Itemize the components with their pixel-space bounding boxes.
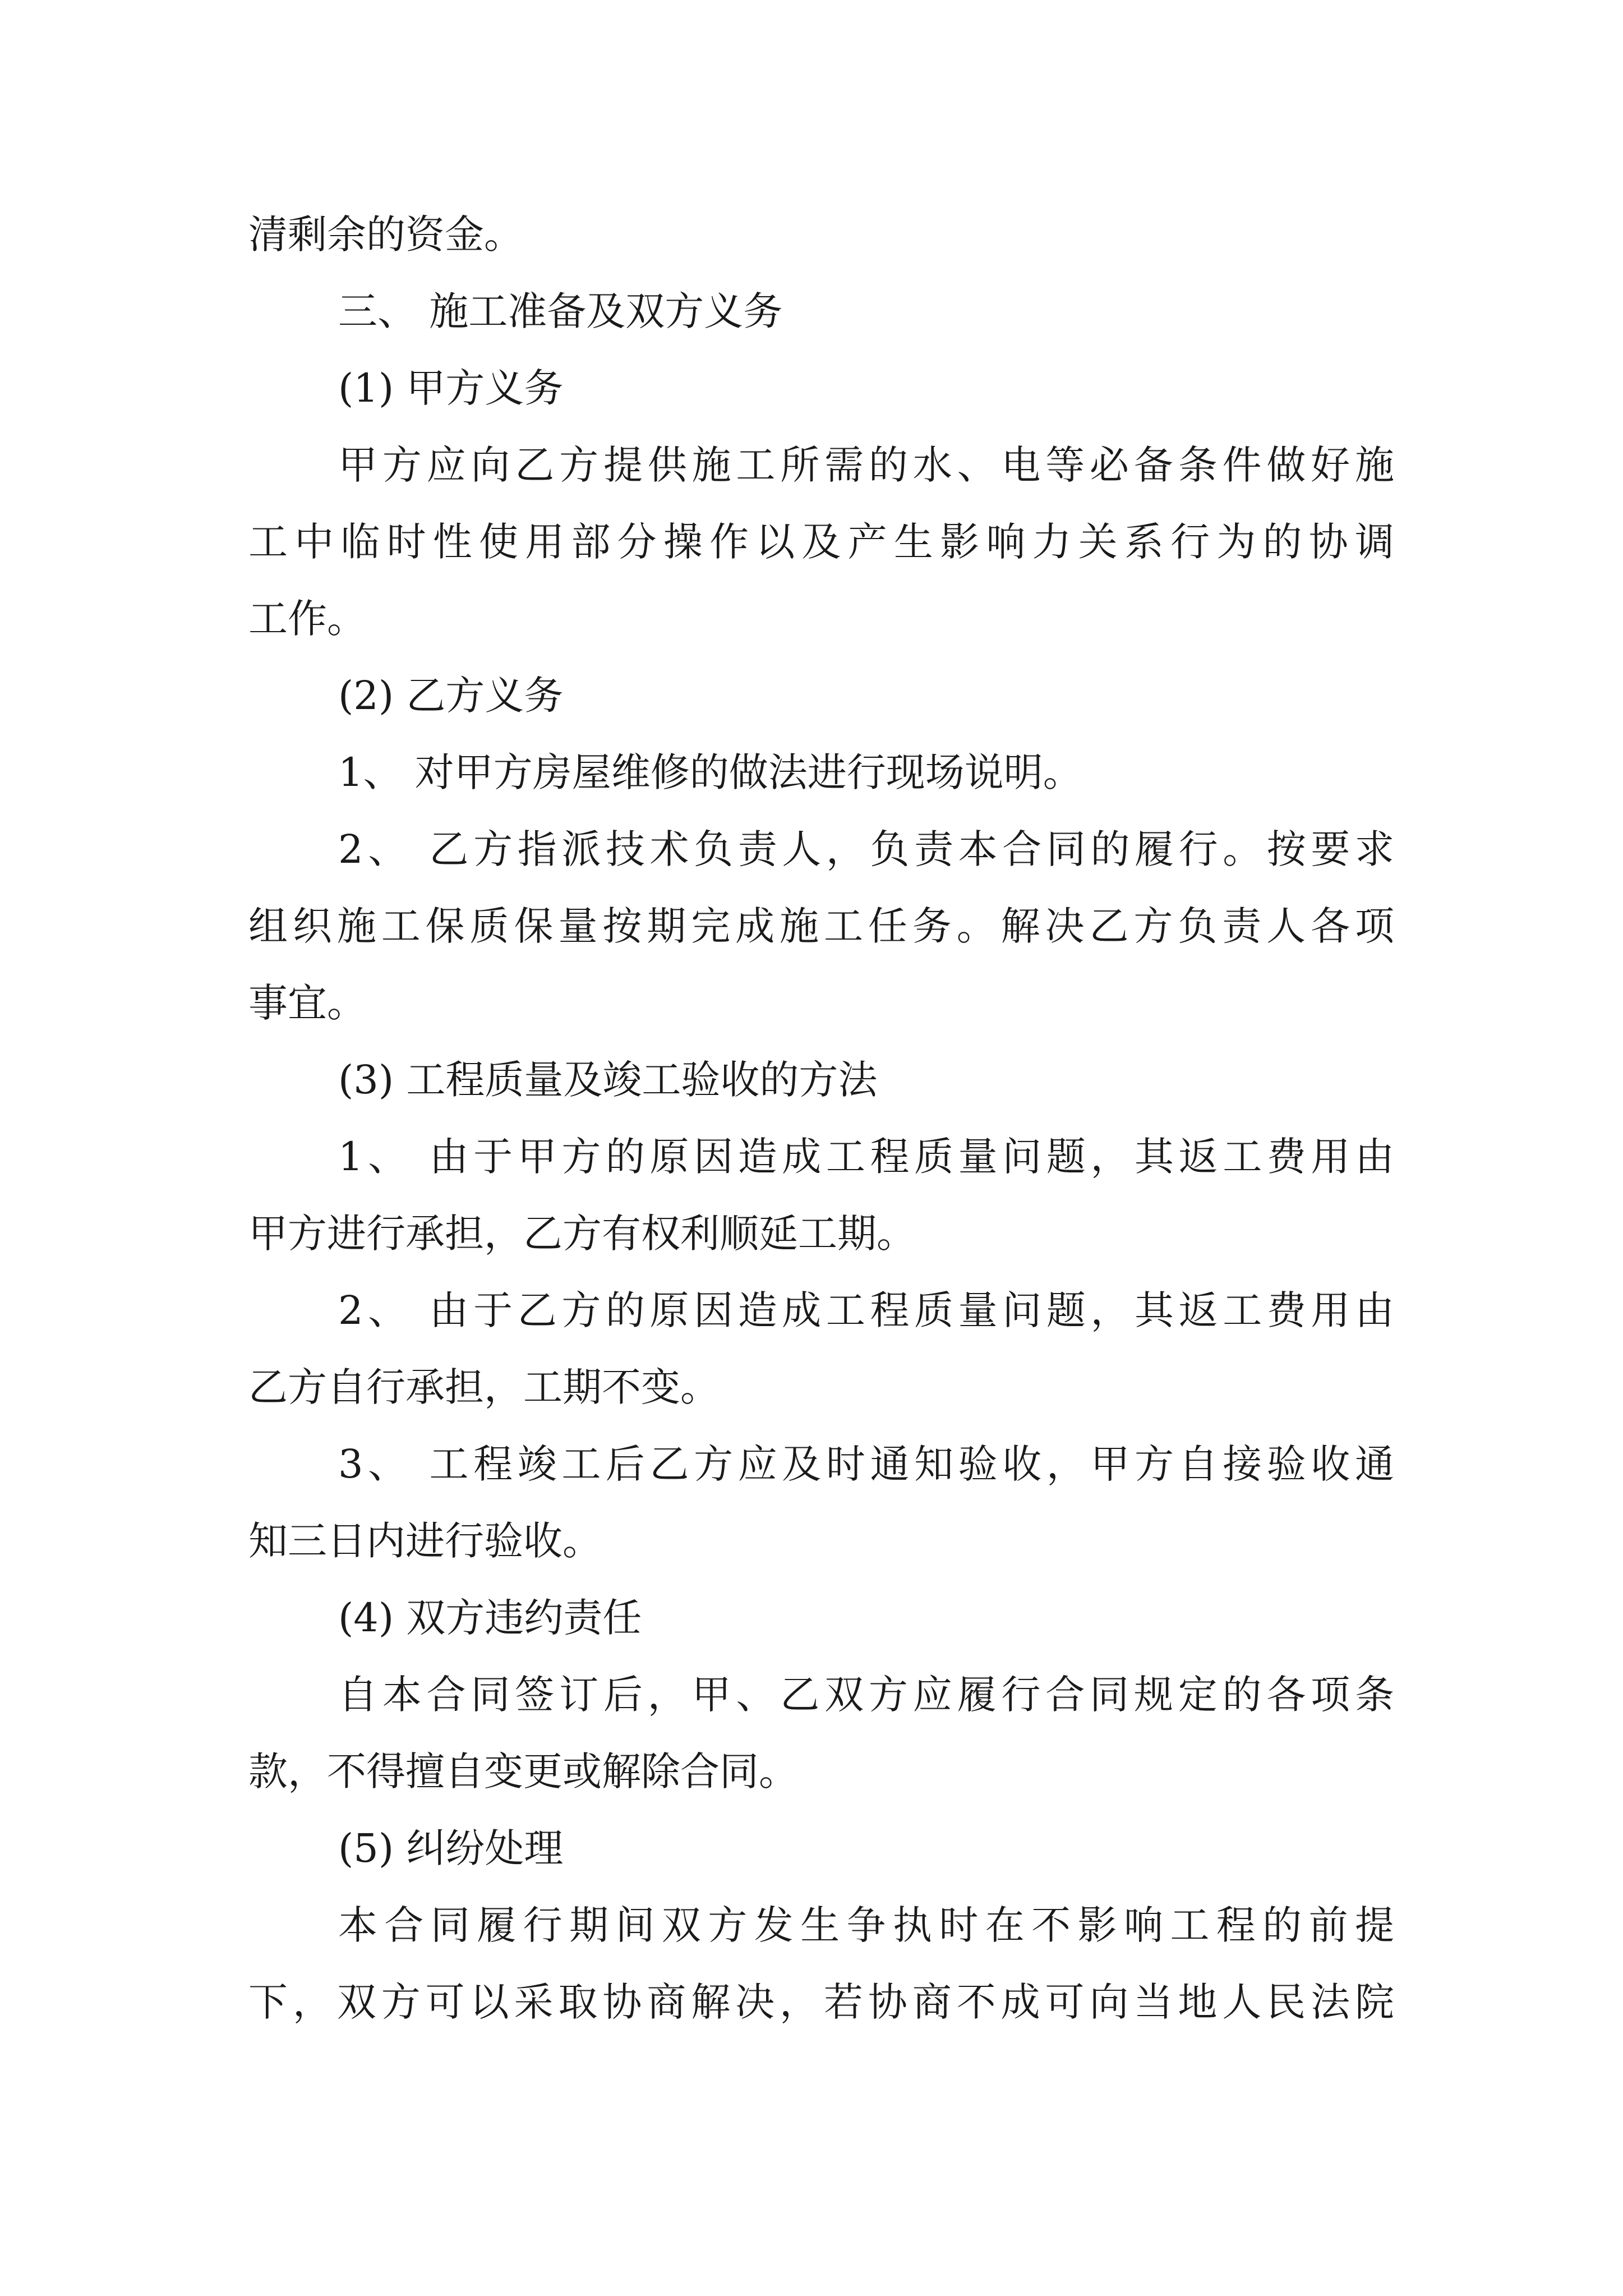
text-line-23: 本合同履行期间双方发生争执时在不影响工程的前提 xyxy=(338,1902,1394,1948)
text-line-18: 知三日内进行验收。 xyxy=(248,1518,602,1564)
text-line-21: 款，不得擅自变更或解除合同。 xyxy=(248,1749,798,1795)
text-line-5: 工中临时性使用部分操作以及产生影响力关系行为的协调 xyxy=(248,519,1394,565)
list-item-q2: 2、 由于乙方的原因造成工程质量问题，其返工费用由 xyxy=(338,1287,1394,1333)
text-line-11: 事宜。 xyxy=(248,980,366,1026)
subheading-breach-liability: (4) 双方违约责任 xyxy=(338,1595,642,1641)
text-line-4: 甲方应向乙方提供施工所需的水、电等必备条件做好施 xyxy=(338,442,1394,488)
subheading-dispute-resolution: (5) 纠纷处理 xyxy=(338,1825,564,1871)
text-line-20: 自本合同签订后，甲、乙双方应履行合同规定的各项条 xyxy=(338,1672,1394,1718)
text-line-10: 组织施工保质保量按期完成施工任务。解决乙方负责人各项 xyxy=(248,903,1394,949)
text-line-24: 下，双方可以采取协商解决，若协商不成可向当地人民法院 xyxy=(248,1979,1394,2025)
text-line-6: 工作。 xyxy=(248,596,366,642)
subheading-party-a-obligations: (1) 甲方义务 xyxy=(338,365,564,411)
subheading-party-b-obligations: (2) 乙方义务 xyxy=(338,673,564,719)
text-line-16: 乙方自行承担，工期不变。 xyxy=(248,1364,720,1410)
list-item-b2: 2、 乙方指派技术负责人，负责本合同的履行。按要求 xyxy=(338,826,1394,872)
section-heading-3: 三、 施工准备及双方义务 xyxy=(338,288,783,334)
list-item-b1: 1、 对甲方房屋维修的做法进行现场说明。 xyxy=(338,749,1082,795)
text-line-1: 清剩余的资金。 xyxy=(248,211,523,257)
list-item-q1: 1、 由于甲方的原因造成工程质量问题，其返工费用由 xyxy=(338,1134,1394,1180)
text-line-14: 甲方进行承担，乙方有权利顺延工期。 xyxy=(248,1211,916,1257)
subheading-quality-acceptance: (3) 工程质量及竣工验收的方法 xyxy=(338,1057,878,1103)
list-item-q3: 3、 工程竣工后乙方应及时通知验收，甲方自接验收通 xyxy=(338,1441,1394,1487)
